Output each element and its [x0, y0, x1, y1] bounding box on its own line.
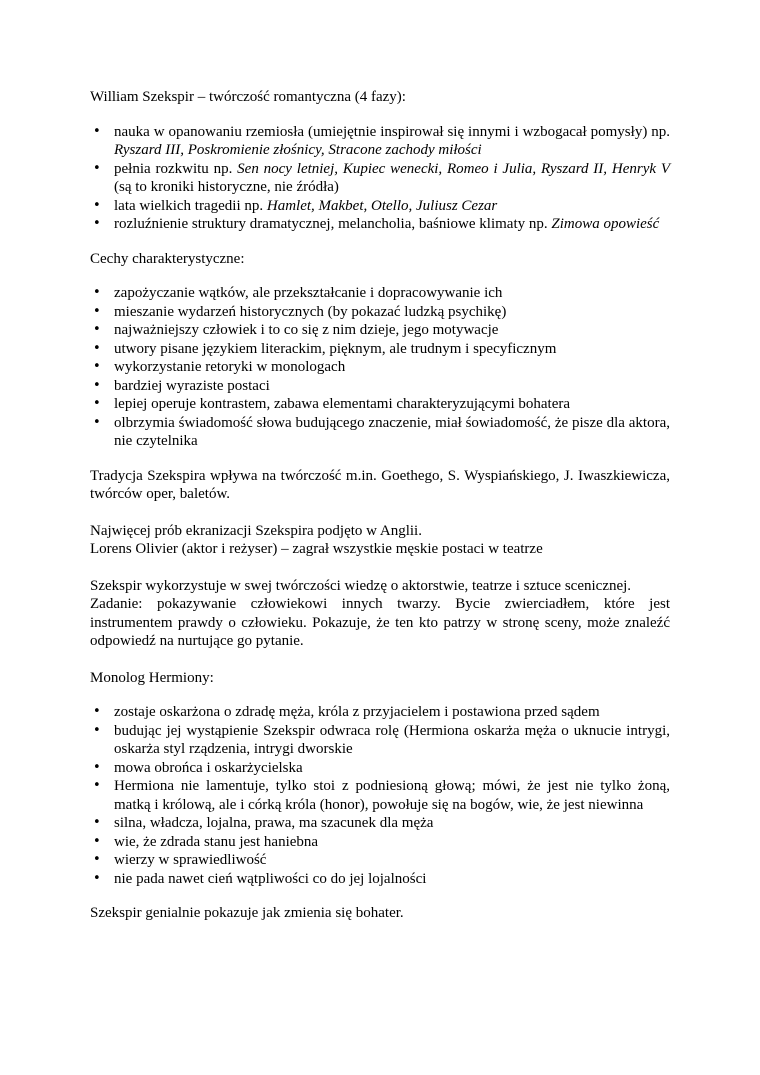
knowledge-line: Zadanie: pokazywanie człowiekowi innych twarzy. Bycie zwierciadłem, które jest instrumentem prawdy o człowieku. Pokazuje, że ten kto patrzy w stronę sceny, może znaleźć odpowiedź na nurtujące go pytanie.	[90, 596, 670, 649]
ekranizacje-line: Lorens Olivier (aktor i reżyser) – zagrał wszystkie męskie postaci w teatrze	[90, 541, 543, 557]
ekranizacje-line: Najwięcej prób ekranizacji Szekspira podjęto w Anglii.	[90, 522, 422, 539]
list-item: • wierzy w sprawiedliwość	[90, 851, 670, 870]
list-item: • zostaje oskarżona o zdradę męża, króla z przyjacielem i postawiona przed sądem	[90, 703, 670, 722]
hermiona-heading: Monolog Hermiony:	[90, 669, 214, 686]
tradition-paragraph: Tradycja Szekspira wpływa na twórczość m.in. Goethego, S. Wyspiańskiego, J. Iwaszkiewicza, twórców oper, baletów.	[90, 467, 670, 502]
knowledge-line: Szekspir wykorzystuje w swej twórczości wiedzę o aktorstwie, teatrze i sztuce scenicznej.	[90, 577, 632, 594]
phases-list	[90, 123, 670, 234]
features-heading: Cechy charakterystyczne:	[90, 250, 245, 267]
hermiona-list	[90, 703, 670, 888]
list-item: • utwory pisane językiem literackim, pięknym, ale trudnym i specyficznym	[90, 340, 670, 359]
list-item: • rozluźnienie struktury dramatycznej, melancholia, baśniowe klimaty np. Zimowa opowieść	[90, 215, 670, 234]
ekranizacje-paragraph	[90, 522, 670, 559]
list-item: • nauka w opanowaniu rzemiosła (umiejętnie inspirował się innymi i wzbogacał pomysły) np. Ryszard III, Poskromienie złośnicy, Stracone zachody miłości	[90, 123, 670, 160]
document-page	[90, 88, 670, 923]
conclusion-paragraph: Szekspir genialnie pokazuje jak zmienia się bohater.	[90, 905, 404, 921]
features-list	[90, 284, 670, 451]
list-item: • nie pada nawet cień wątpliwości co do jej lojalności	[90, 870, 670, 889]
list-item: • silna, władcza, lojalna, prawa, ma szacunek dla męża	[90, 814, 670, 833]
list-item: • lepiej operuje kontrastem, zabawa elementami charakteryzującymi bohatera	[90, 395, 670, 414]
list-item: • olbrzymia świadomość słowa budującego znaczenie, miał śowiadomość, że pisze dla aktora, nie czytelnika	[90, 414, 670, 451]
list-item: • wie, że zdrada stanu jest haniebna	[90, 833, 670, 852]
list-item: • mowa obrońca i oskarżycielska	[90, 759, 670, 778]
list-item: • budując jej wystąpienie Szekspir odwraca rolę (Hermiona oskarża męża o uknucie intrygi, oskarża styl rządzenia, intrygi dworskie	[90, 722, 670, 759]
knowledge-paragraph	[90, 577, 670, 651]
list-item: • pełnia rozkwitu np. Sen nocy letniej, Kupiec wenecki, Romeo i Julia, Ryszard II, Henryk V (są to kroniki historyczne, nie źródła)	[90, 160, 670, 197]
list-item: • najważniejszy człowiek i to co się z nim dzieje, jego motywacje	[90, 321, 670, 340]
list-item: • mieszanie wydarzeń historycznych (by pokazać ludzką psychikę)	[90, 303, 670, 322]
list-item: • lata wielkich tragedii np. Hamlet, Makbet, Otello, Juliusz Cezar	[90, 197, 670, 216]
phases-heading: William Szekspir – twórczość romantyczna (4 fazy):	[90, 89, 406, 105]
list-item: • Hermiona nie lamentuje, tylko stoi z podniesioną głową; mówi, że jest nie tylko żoną, matką i królową, ale i córką króla (honor), powołuje się na bogów, wie, że jest niewinna	[90, 777, 670, 814]
list-item: • zapożyczanie wątków, ale przekształcanie i dopracowywanie ich	[90, 284, 670, 303]
list-item: • wykorzystanie retoryki w monologach	[90, 358, 670, 377]
list-item: • bardziej wyraziste postaci	[90, 377, 670, 396]
